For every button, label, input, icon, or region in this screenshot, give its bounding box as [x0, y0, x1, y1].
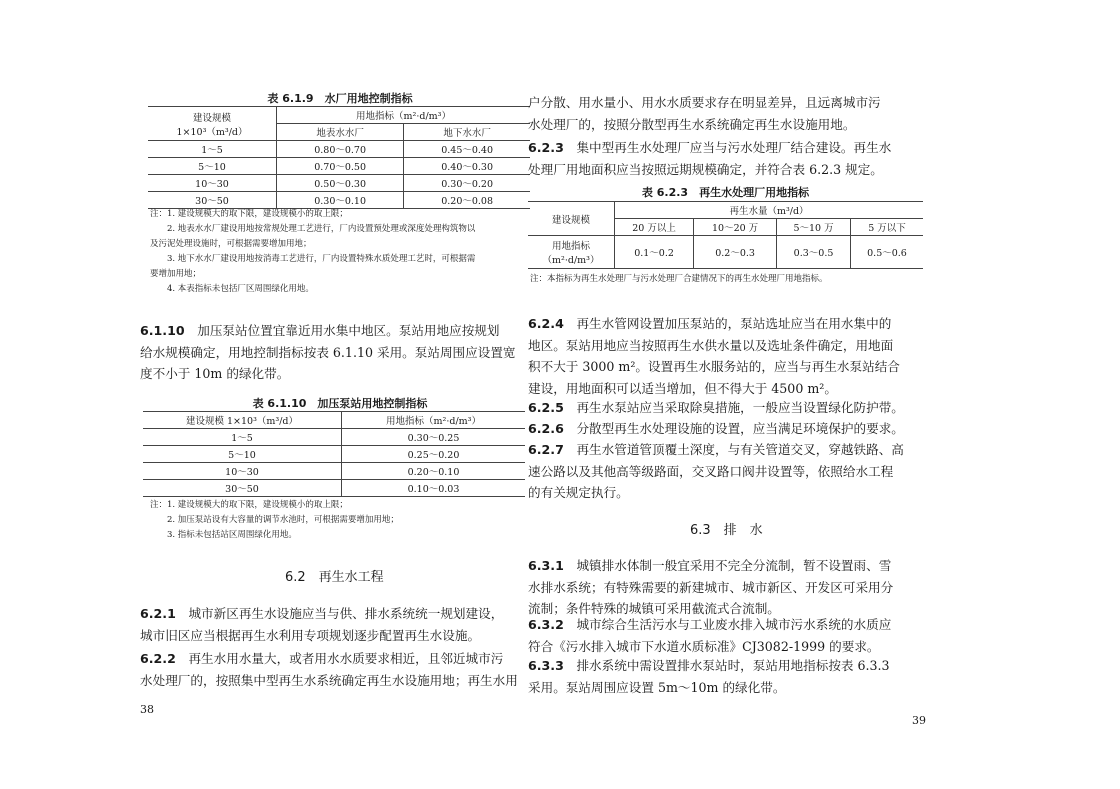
clause-6-3-1: 6.3.1 城镇排水体制一般宜采用不完全分流制，暂不设置雨、雪 水排水系统；有特殊需要的新建城市、城市新区、开发区可采用分 流制；条件特殊的城镇可采用截流式合流制。 [528, 558, 894, 616]
table-623-caption: 表 6.2.3 再生水处理厂用地指标 [641, 186, 810, 199]
page-number-left: 38 [140, 703, 154, 716]
table-6110-caption: 表 6.1.10 加压泵站用地控制指标 [252, 397, 428, 410]
table-row: 1～5 0.30～0.25 [143, 429, 525, 446]
table-619-caption: 表 6.1.9 水厂用地控制指标 [267, 92, 413, 105]
table-619-header-ground: 地下水水厂 [404, 124, 530, 141]
table-619-notes: 注：1. 建设规模大的取下限，建设规模小的取上限； 2. 地表水水厂建设用地按常规处理工艺进行，厂内设置预处理或深度处理构筑物以 及污泥处理设施时，可根据需要增加用地； 3. 地下水水厂建设用地按消毒工艺进行，厂内设置特殊水质处理工艺时，可根据需 要增加用地； 4. 本表指标未包括厂区周围绿化用地。 [150, 209, 476, 294]
section-6-2-heading: 6.2 再生水工程 [285, 570, 384, 585]
section-6-3-heading: 6.3 排 水 [690, 523, 763, 538]
table-row: 用地指标 （m²·d/m³） 0.1～0.2 0.2～0.3 0.3～0.5 0.5～0.6 [528, 236, 923, 269]
table-623-col: 20 万以上 [615, 219, 694, 236]
table-6110-header-index: 用地指标（m²·d/m³） [342, 412, 526, 429]
table-row: 10～30 0.20～0.10 [143, 463, 525, 480]
page-number-right: 39 [912, 714, 926, 727]
table-623-col: 5～10 万 [777, 219, 851, 236]
table-619-header-index: 用地指标（m²·d/m³） [277, 107, 531, 124]
table-row: 30～50 0.30～0.10 0.20～0.08 [148, 192, 530, 209]
clause-6-1-10: 6.1.10 加压泵站位置宜靠近用水集中地区。泵站用地应按规划 给水规模确定，用地控制指标按表 6.1.10 采用。泵站周围应设置宽 度不小于 10m 的绿化带。 [140, 323, 516, 381]
clause-6-2-4: 6.2.4 再生水管网设置加压泵站的，泵站选址应当在用水集中的 地区。泵站用地应当按照再生水供水量以及选址条件确定，用地面 积不大于 3000 m²。设置再生水服务站的，应当与再生水泵站结合 建设，用地面积可以适当增加，但不得大于 4500 m²。 [528, 316, 900, 396]
table-623-note: 注：本指标为再生水处理厂与污水处理厂合建情况下的再生水处理厂用地指标。 [530, 274, 828, 284]
table-row: 10～30 0.50～0.30 0.30～0.20 [148, 175, 530, 192]
table-6110-header-scale: 建设规模 1×10³（m³/d） [143, 412, 342, 429]
clause-6-3-2: 6.3.2 城市综合生活污水与工业废水排入城市污水系统的水质应 符合《污水排入城市下水道水质标准》CJ3082-1999 的要求。 [528, 617, 892, 654]
clause-6-2-6: 6.2.6 分散型再生水处理设施的设置，应当满足环境保护的要求。 [528, 421, 904, 436]
table-row: 5～10 0.70～0.50 0.40～0.30 [148, 158, 530, 175]
table-row: 5～10 0.25～0.20 [143, 446, 525, 463]
clause-6-2-7: 6.2.7 再生水管道管顶覆土深度，与有关管道交叉，穿越铁路、高 速公路以及其他高等级路面，交叉路口阀井设置等，依照给水工程 的有关规定执行。 [528, 442, 904, 500]
table-row: 30～50 0.10～0.03 [143, 480, 525, 497]
table-623-col: 10～20 万 [694, 219, 777, 236]
table-623-header-scale: 建设规模 [528, 202, 615, 236]
clause-6-2-1: 6.2.1 城市新区再生水设施应当与供、排水系统统一规划建设， 城市旧区应当根据再生水利用专项规划逐步配置再生水设施。 [140, 606, 504, 643]
table-623 [528, 201, 923, 269]
table-623-header-amount: 再生水量（m³/d） [615, 202, 924, 219]
clause-6-2-2: 6.2.2 再生水用水量大，或者用水水质要求相近，且邻近城市污 水处理厂的，按照集中型再生水系统确定再生水设施用地；再生水用 [140, 651, 518, 688]
table-6110 [143, 411, 525, 497]
clause-6-3-3: 6.3.3 排水系统中需设置排水泵站时，泵站用地指标按表 6.3.3 采用。泵站周围应设置 5m～10m 的绿化带。 [528, 658, 890, 695]
table-6110-notes: 注：1. 建设规模大的取下限，建设规模小的取上限； 2. 加压泵站设有大容量的调节水池时，可根据需要增加用地； 3. 指标未包括站区周围绿化用地。 [150, 500, 399, 540]
table-619-header-scale: 建设规模 1×10³（m³/d） [148, 107, 277, 141]
clause-6-2-3: 6.2.3 集中型再生水处理厂应当与污水处理厂结合建设。再生水 处理厂用地面积应当按照远期规模确定，并符合表 6.2.3 规定。 [528, 140, 892, 177]
table-619 [148, 106, 530, 209]
table-623-col: 5 万以下 [850, 219, 923, 236]
clause-6-2-2-continued: 户分散、用水量小、用水水质要求存在明显差异，且远离城市污 水处理厂的，按照分散型再生水系统确定再生水设施用地。 [528, 95, 881, 132]
table-619-header-surface: 地表水水厂 [277, 124, 404, 141]
clause-6-2-5: 6.2.5 再生水泵站应当采取除臭措施，一般应当设置绿化防护带。 [528, 400, 904, 415]
table-row: 1～5 0.80～0.70 0.45～0.40 [148, 141, 530, 158]
